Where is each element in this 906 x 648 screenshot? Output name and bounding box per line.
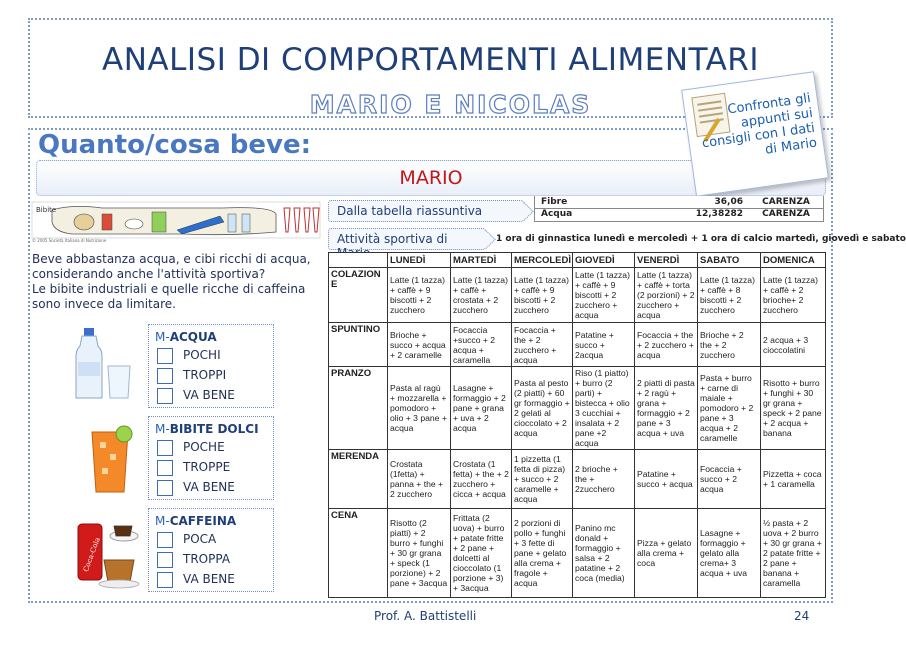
- choice-title: M-CAFFEINA: [155, 514, 237, 528]
- summary-value: 12,38282: [695, 209, 743, 219]
- checkbox[interactable]: [157, 440, 173, 456]
- option-va-bene[interactable]: VA BENE: [157, 387, 269, 405]
- checkbox[interactable]: [157, 368, 173, 384]
- page-number: 24: [794, 609, 810, 623]
- checkbox[interactable]: [157, 552, 173, 568]
- strip-label: Bibite: [36, 206, 57, 214]
- checkbox[interactable]: [157, 480, 173, 496]
- table-row: [329, 450, 826, 509]
- table-cell: Focaccia +succo + 2 acqua + caramella: [451, 323, 512, 367]
- table-cell: Panino mc donald + formaggio + salsa + 2 patatine + 2 coca (media): [573, 509, 635, 598]
- section-title: Quanto/cosa beve:: [38, 130, 312, 160]
- choice-title: M-ACQUA: [155, 330, 217, 344]
- table-cell: Latte (1 tazza) + caffè + crostata + 2 zucchero: [451, 268, 512, 323]
- table-cell: Latte (1 tazza) + caffè + 9 biscotti + 2 zucchero: [388, 268, 451, 323]
- table-cell: Latte (1 tazza) + caffè + 9 biscotti + 2 zucchero + acqua: [573, 268, 635, 323]
- table-cell: Latte (1 tazza) + caffè + 8 biscotti + 2 zucchero: [698, 268, 761, 323]
- table-row: [329, 323, 826, 367]
- summary-value: 36,06: [714, 197, 743, 207]
- column-header: GIOVEDÌ: [573, 253, 635, 268]
- row-header: PRANZO: [329, 367, 388, 450]
- checkbox[interactable]: [157, 460, 173, 476]
- table-cell: Lasagne + formaggio + 2 pane + grana + uva + 2 acqua: [451, 367, 512, 450]
- row-header: SPUNTINO: [329, 323, 388, 367]
- column-header: VENERDÌ: [635, 253, 698, 268]
- option-va-bene[interactable]: VA BENE: [157, 571, 269, 589]
- table-cell: Pizza + gelato alla crema + coca: [635, 509, 698, 598]
- table-cell: Brioche + 2 the + 2 zucchero: [698, 323, 761, 367]
- row-header: COLAZIONE: [329, 268, 388, 323]
- option-va-bene[interactable]: VA BENE: [157, 479, 269, 497]
- footer-author: Prof. A. Battistelli: [374, 609, 477, 623]
- table-row: [329, 367, 826, 450]
- choice-caffeina: [148, 508, 274, 592]
- table-cell: Pizzetta + coca + 1 caramella: [761, 450, 826, 509]
- summary-table: [534, 196, 824, 222]
- table-cell: Latte (1 tazza) + caffè + torta (2 porzioni) + 2 zucchero + acqua: [635, 268, 698, 323]
- table-cell: Patatine + succo + acqua: [635, 450, 698, 509]
- option-poca[interactable]: POCA: [157, 531, 269, 549]
- choice-acqua: [148, 324, 274, 408]
- choice-title: M-BIBITE DOLCI: [155, 422, 259, 436]
- note-text: Confronta gli appunti sui consigli con I dati di Mario: [701, 90, 818, 158]
- column-header: LUNEDÌ: [388, 253, 451, 268]
- checkbox[interactable]: [157, 348, 173, 364]
- meal-table: [328, 252, 826, 598]
- column-header: [329, 253, 388, 268]
- column-header: DOMENICA: [761, 253, 826, 268]
- option-poche[interactable]: POCHE: [157, 439, 269, 457]
- option-troppe[interactable]: TROPPE: [157, 459, 269, 477]
- page-title: ANALISI DI COMPORTAMENTI ALIMENTARI: [102, 42, 759, 78]
- option-pochi[interactable]: POCHI: [157, 347, 269, 365]
- table-cell: Crostata (1fetta) + panna + the + 2 zucchero: [388, 450, 451, 509]
- option-troppi[interactable]: TROPPI: [157, 367, 269, 385]
- choice-bibite-dolci: [148, 416, 274, 500]
- table-cell: Pasta al ragù + mozzarella + pomodoro + olio + 3 pane + acqua: [388, 367, 451, 450]
- svg-text:Coca-Cola: Coca-Cola: [81, 536, 102, 573]
- summary-name: Acqua: [541, 209, 573, 219]
- table-cell: Focaccia + the + 2 zucchero + acqua: [635, 323, 698, 367]
- summary-name: Fibre: [541, 197, 568, 207]
- table-cell: Brioche + succo + acqua + 2 caramelle: [388, 323, 451, 367]
- banner-label: MARIO: [399, 167, 463, 189]
- water-bottle-icon: [72, 326, 142, 402]
- table-cell: Patatine + succo + 2acqua: [573, 323, 635, 367]
- table-cell: Riso (1 piatto) + burro (2 parti) + bistecca + olio 3 cucchiai + insalata + 2 pane +2 acqua: [573, 367, 635, 450]
- table-cell: Lasagne + formaggio + gelato alla crema+ 3 acqua + uva: [698, 509, 761, 598]
- question-text: Beve abbastanza acqua, e cibi ricchi di acqua, considerando anche l'attività sportiva? Le bibite industriali e quelle ricche di caffeina sono invece da limitare.: [32, 252, 311, 311]
- summary-row: [535, 197, 823, 209]
- table-cell: Latte (1 tazza) + caffè + 9 biscotti + 2 zucchero: [512, 268, 573, 323]
- checkbox[interactable]: [157, 388, 173, 404]
- label-attivita: [328, 228, 486, 250]
- table-cell: Crostata (1 fetta) + the + 2 zucchero + cicca + acqua: [451, 450, 512, 509]
- label-tabella-text: Dalla tabella riassuntiva: [337, 204, 483, 218]
- table-cell: Frittata (2 uova) + burro + patate fritte + 2 pane + dolcetti al cioccolato (1 porzione + 3) + 3acqua: [451, 509, 512, 598]
- activity-text: 1 ora di ginnastica lunedì e mercoledì + 1 ora di calcio martedì, giovedì e sabato: [496, 234, 906, 244]
- table-cell: 2 piatti di pasta + 2 ragù + grana + formaggio + 2 pane + 3 acqua + uva: [635, 367, 698, 450]
- table-cell: 1 pizzetta (1 fetta di pizza) + succo + 2 caramelle + acqua: [512, 450, 573, 509]
- table-cell: ½ pasta + 2 uova + 2 burro + 30 gr grana + 2 patate fritte + 2 pane + banana + caramella: [761, 509, 826, 598]
- cola-coffee-icon: [74, 514, 146, 590]
- table-row: [329, 268, 826, 323]
- column-header: MARTEDÌ: [451, 253, 512, 268]
- summary-status: CARENZA: [762, 209, 810, 219]
- table-cell: 2 brioche + the + 2zucchero: [573, 450, 635, 509]
- checkbox[interactable]: [157, 532, 173, 548]
- page-subtitle: MARIO E NICOLAS: [309, 90, 592, 119]
- table-cell: Risotto + burro + funghi + 30 gr grana + speck + 2 pane + 2 acqua + banana: [761, 367, 826, 450]
- table-cell: Focaccia + the + 2 zucchero + acqua: [512, 323, 573, 367]
- column-header: MERCOLEDÌ: [512, 253, 573, 268]
- strip-footnote: © 2005 Società Italiana di Nutrizione: [32, 238, 107, 243]
- table-cell: Risotto (2 piatti) + 2 burro + funghi + 30 gr grana + speck (1 porzione) + 2 pane + 3acqua: [388, 509, 451, 598]
- table-cell: 2 acqua + 3 cioccolatini: [761, 323, 826, 367]
- table-cell: Pasta al pesto (2 piatti) + 60 gr formaggio + 2 gelati al cioccolato + 2 acqua: [512, 367, 573, 450]
- summary-status: CARENZA: [762, 197, 810, 207]
- meal-table-wrap: [328, 252, 825, 595]
- beverage-illustration: [32, 202, 320, 246]
- row-header: CENA: [329, 509, 388, 598]
- sticky-note: [681, 71, 829, 197]
- row-header: MERENDA: [329, 450, 388, 509]
- table-cell: Pasta + burro + carne di maiale + pomodoro + 2 pane + 3 acqua + 2 caramelle: [698, 367, 761, 450]
- table-cell: Focaccia + succo + 2 acqua: [698, 450, 761, 509]
- orange-drink-icon: [84, 424, 142, 496]
- table-cell: 2 porzioni di pollo + funghi + 3 fette di pane + gelato alla crema + fragole + acqua: [512, 509, 573, 598]
- summary-row: [535, 209, 823, 221]
- label-tabella: [328, 200, 524, 222]
- table-cell: Latte (1 tazza) + caffè + 2 brioche+ 2 zucchero: [761, 268, 826, 323]
- table-header-row: [329, 253, 826, 268]
- column-header: SABATO: [698, 253, 761, 268]
- label-attivita-text: Attività sportiva di: [337, 232, 448, 246]
- checkbox[interactable]: [157, 572, 173, 588]
- table-row: [329, 509, 826, 598]
- option-troppa[interactable]: TROPPA: [157, 551, 269, 569]
